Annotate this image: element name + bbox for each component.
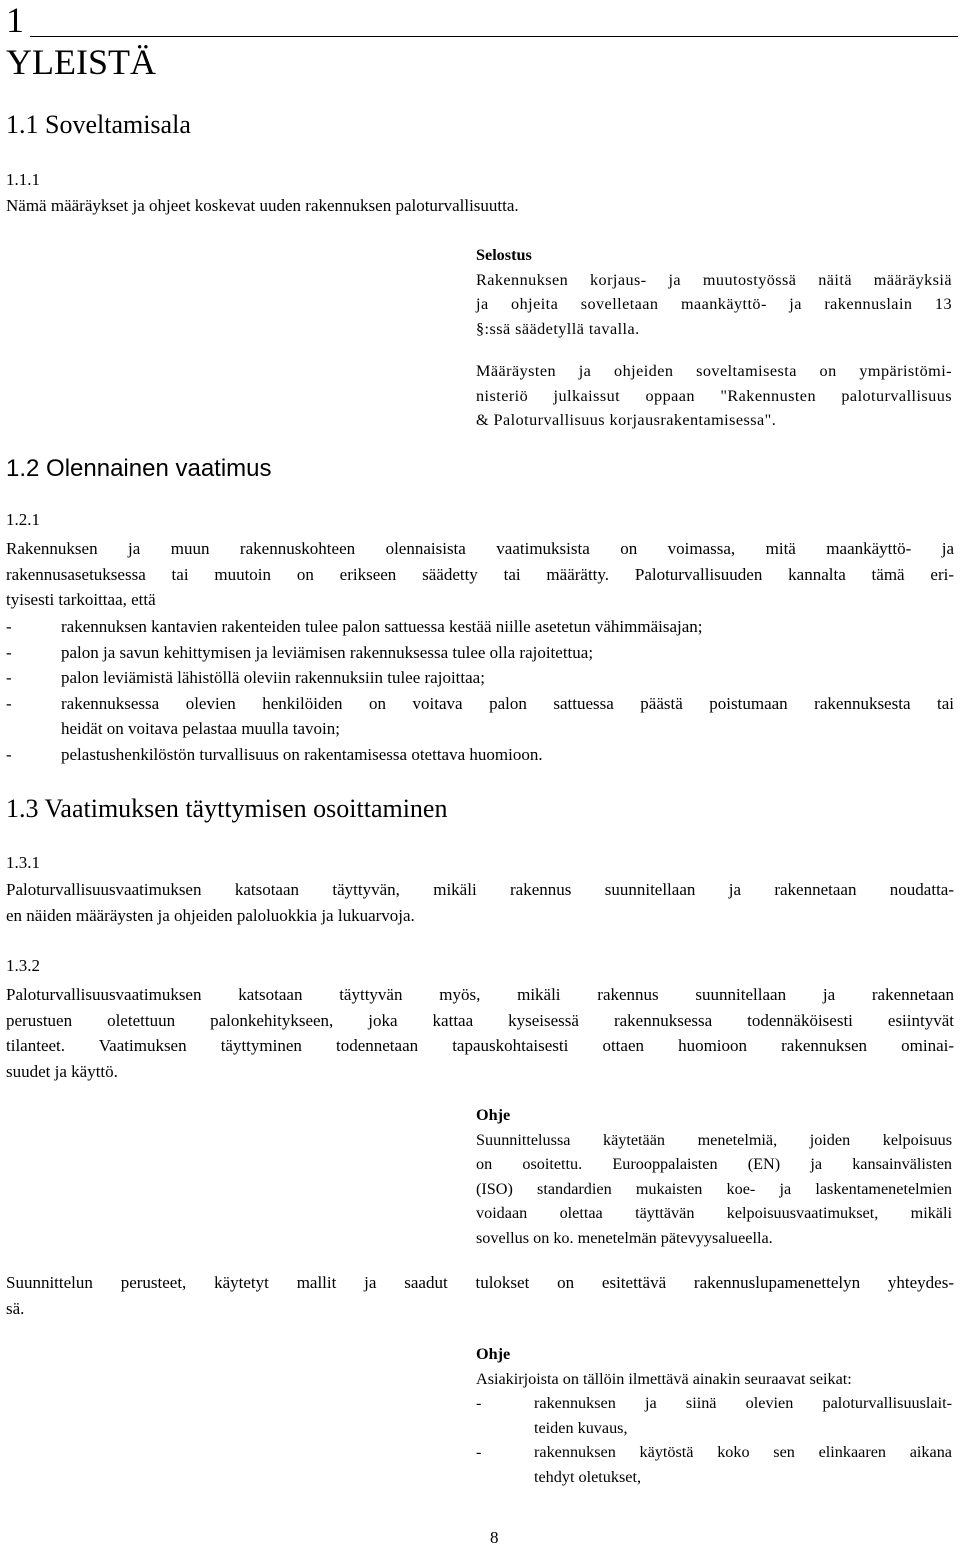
- section-heading-1-1: 1.1 Soveltamisala: [6, 110, 191, 139]
- ohje-documents: [476, 1342, 952, 1489]
- chapter-rule: [30, 36, 958, 37]
- list-item-text: rakennuksen kantavien rakenteiden tulee palon sattuessa kestää niille asetetun vähimmäisajan;: [61, 617, 703, 636]
- paragraph-line: Paloturvallisuusvaatimuksen katsotaan täyttyvän myös, mikäli rakennus suunnitellaan ja rakennetaan: [6, 985, 954, 1004]
- paragraph-line: tilanteet. Vaatimuksen täyttyminen todennetaan tapauskohtaisesti ottaen huomioon rakennuksen ominai-: [6, 1036, 954, 1055]
- section-heading-1-3: 1.3 Vaatimuksen täyttymisen osoittaminen: [6, 794, 448, 823]
- ohje-list-text-continued: teiden kuvaus,: [534, 1418, 628, 1437]
- list-dash: -: [6, 617, 12, 636]
- ohje-line: (ISO) standardien mukaisten koe- ja laskentamenetelmien: [476, 1179, 952, 1198]
- list-item: [6, 665, 954, 691]
- paragraph-line: en näiden määräysten ja ohjeiden paloluokkia ja lukuarvoja.: [6, 905, 415, 925]
- section-heading-1-2: 1.2 Olennainen vaatimus: [6, 455, 272, 482]
- note-line: Määräysten ja ohjeiden soveltamisesta on ympäristömi-: [476, 362, 952, 380]
- list-item-text-continued: heidät on voitava pelastaa muulla tavoin;: [61, 719, 340, 738]
- note-title-selostus: Selostus: [476, 246, 532, 264]
- paragraph-line: Paloturvallisuusvaatimuksen katsotaan täyttyvän, mikäli rakennus suunnitellaan ja rakennetaan noudatta-: [6, 880, 954, 899]
- list-dash: -: [6, 668, 12, 687]
- note-selostus: [476, 243, 952, 341]
- paragraph-number-1-3-1: 1.3.1: [6, 853, 40, 872]
- paragraph-1-3-2: [6, 982, 954, 1084]
- list-item: [6, 640, 954, 666]
- paragraph-1-2-1: [6, 536, 954, 613]
- paragraph-1-3-1: [6, 877, 954, 928]
- paragraph-1-1-1: Nämä määräykset ja ohjeet koskevat uuden rakennuksen paloturvallisuutta.: [6, 196, 519, 215]
- paragraph-line: rakennusasetuksessa tai muutoin on erikseen säädetty tai määrätty. Paloturvallisuuden kannalta tämä eri-: [6, 564, 954, 584]
- list-dash: -: [476, 1443, 482, 1461]
- note-line: ja ohjeita sovelletaan maankäyttö- ja rakennuslain 13: [476, 295, 952, 313]
- list-item: [6, 614, 954, 640]
- list-item: [6, 691, 954, 742]
- note-guide-reference: [476, 359, 952, 433]
- list-dash: -: [6, 642, 12, 662]
- ohje-title: Ohje: [476, 1106, 511, 1124]
- paragraph-line: tyisesti tarkoittaa, että: [6, 590, 156, 609]
- paragraph-line: Suunnittelun perusteet, käytetyt mallit ja saadut tulokset on esitettävä rakennuslupamenettelyn yhteydes-: [6, 1273, 954, 1292]
- chapter-number: 1: [6, 0, 24, 40]
- ohje-line: voidaan olettaa täyttävän kelpoisuusvaatimukset, mikäli: [476, 1204, 952, 1222]
- list-item-text: palon leviämistä lähistöllä oleviin rakennuksiin tulee rajoittaa;: [61, 668, 485, 687]
- ohje-list-text: rakennuksen ja siinä olevien paloturvallisuuslait-: [534, 1394, 952, 1412]
- list-dash: -: [476, 1394, 482, 1412]
- ohje-list-text-continued: tehdyt oletukset,: [534, 1467, 641, 1486]
- ohje-list-item: [476, 1391, 952, 1440]
- ohje-line: Suunnittelussa käytetään menetelmiä, joiden kelpoisuus: [476, 1130, 952, 1149]
- chapter-title: YLEISTÄ: [6, 42, 156, 82]
- list-item-text: pelastushenkilöstön turvallisuus on rakentamisessa otettava huomioon.: [61, 744, 543, 764]
- note-line: & Paloturvallisuus korjausrakentamisessa".: [476, 411, 777, 429]
- paragraph-line: Rakennuksen ja muun rakennuskohteen olennaisista vaatimuksista on voimassa, mitä maankäyttö- ja: [6, 539, 954, 558]
- note-line: §:ssä säädetyllä tavalla.: [476, 319, 640, 338]
- ohje-line: on osoitettu. Eurooppalaisten (EN) ja kansainvälisten: [476, 1155, 952, 1173]
- note-line: nisteriö julkaissut oppaan "Rakennusten paloturvallisuus: [476, 386, 952, 405]
- requirement-list: [6, 614, 954, 767]
- paragraph-design-documentation: [6, 1270, 954, 1321]
- paragraph-line: sä.: [6, 1298, 25, 1318]
- ohje-design-methods: [476, 1103, 952, 1250]
- ohje-list-text: rakennuksen käytöstä koko sen elinkaaren aikana: [534, 1443, 952, 1461]
- ohje-line: sovellus on ko. menetelmän pätevyysalueella.: [476, 1228, 773, 1247]
- paragraph-line: perustuen oletettuun palonkehitykseen, joka kattaa kyseisessä rakennuksessa todennäköisesti esiintyvät: [6, 1010, 954, 1030]
- page-number: 8: [490, 1528, 499, 1547]
- paragraph-number-1-3-2: 1.3.2: [6, 956, 40, 975]
- ohje-title: Ohje: [476, 1345, 511, 1363]
- list-item-text: rakennuksessa olevien henkilöiden on voitava palon sattuessa päästä poistumaan rakennuksesta tai: [61, 693, 954, 713]
- note-line: Rakennuksen korjaus- ja muutostyössä näitä määräyksiä: [476, 270, 952, 289]
- ohje-intro: Asiakirjoista on tällöin ilmettävä ainakin seuraavat seikat:: [476, 1369, 852, 1388]
- paragraph-number-1-2-1: 1.2.1: [6, 510, 40, 529]
- list-dash: -: [6, 744, 12, 764]
- list-item: [6, 742, 954, 768]
- list-dash: -: [6, 693, 12, 713]
- paragraph-line: suudet ja käyttö.: [6, 1061, 118, 1081]
- ohje-list-item: [476, 1440, 952, 1489]
- list-item-text: palon ja savun kehittymisen ja leviämisen rakennuksessa tulee olla rajoitettua;: [61, 642, 594, 662]
- paragraph-number-1-1-1: 1.1.1: [6, 170, 40, 189]
